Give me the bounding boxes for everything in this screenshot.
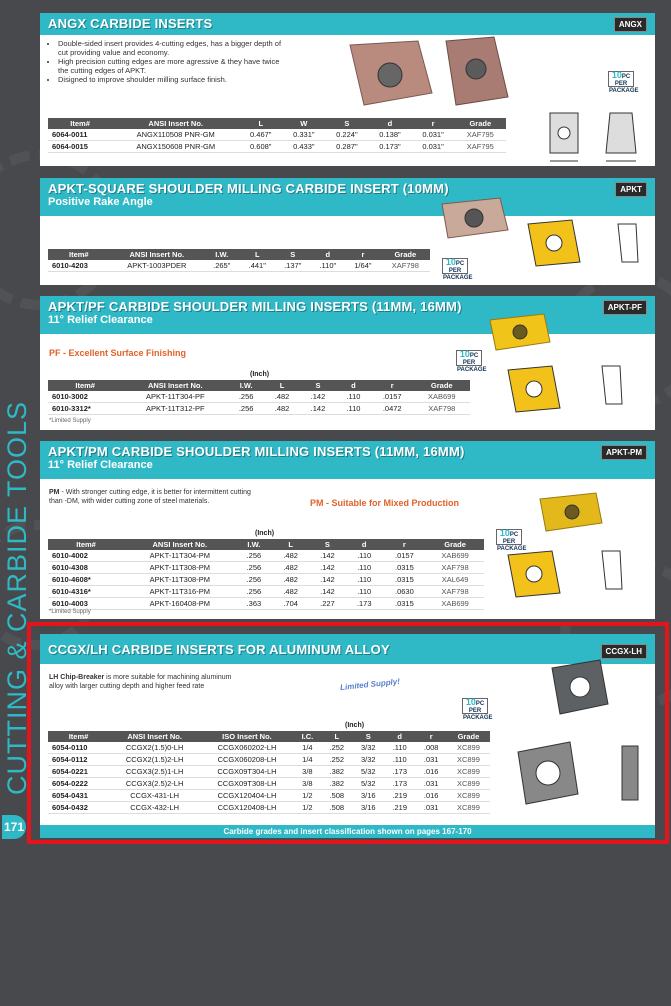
cell: CCGX2(1.5)0-LH <box>109 742 200 754</box>
cell: CCGX120408-LH <box>200 802 294 814</box>
cell: 1/4 <box>294 754 321 766</box>
cell: .219 <box>384 790 415 802</box>
cell: 1/2 <box>294 790 321 802</box>
cell: ANGX150608 PNR-GM <box>112 141 239 153</box>
package-badge: 10PC PER PACKAGE <box>463 697 493 721</box>
cell: .219 <box>384 802 415 814</box>
cell: .110 <box>336 403 371 415</box>
cell: .508 <box>321 790 352 802</box>
package-badge: 10PC PER PACKAGE <box>609 70 639 94</box>
section-title: APKT/PM CARBIDE SHOULDER MILLING INSERTS (11MM, 16MM) <box>48 444 465 459</box>
cell: .382 <box>321 778 352 790</box>
column-header: d <box>336 380 371 391</box>
description <box>49 489 259 506</box>
table-row <box>48 562 484 574</box>
cell: CCGX2(1.5)2-LH <box>109 754 200 766</box>
cell: CCGX-431-LH <box>109 790 200 802</box>
angx-dimension-diagram <box>540 105 650 166</box>
section-body <box>40 35 655 151</box>
cell: 0.433" <box>282 141 325 153</box>
cell: 5/32 <box>353 778 384 790</box>
cell: .031 <box>415 754 446 766</box>
table-row <box>48 586 484 598</box>
cell: 0.224" <box>325 129 368 141</box>
cell-grade: XC899 <box>447 742 490 754</box>
cell-item: 6054-0112 <box>48 754 109 766</box>
section-tag: APKT-PF <box>603 300 647 315</box>
cell: .110 <box>346 586 383 598</box>
column-header: Grade <box>455 118 506 129</box>
cell: .142 <box>300 391 336 403</box>
cell-grade: XAB699 <box>426 550 484 562</box>
cell: CCGX120404-LH <box>200 790 294 802</box>
column-header: S <box>300 380 336 391</box>
column-header: r <box>383 539 427 550</box>
table-header-row <box>48 249 430 260</box>
apkt-pm-dimension-diagram <box>498 545 633 615</box>
column-header: r <box>412 118 455 129</box>
highlight-text: PM - Suitable for Mixed Production <box>310 498 460 508</box>
feature-item: • Disigned to improve shoulder milling surface finish. <box>58 75 288 84</box>
cell: CCGX-432-LH <box>109 802 200 814</box>
table-row <box>48 141 506 153</box>
cell: .142 <box>309 574 346 586</box>
column-header: W <box>282 118 325 129</box>
column-header: I.W. <box>235 539 272 550</box>
column-header: L <box>272 539 309 550</box>
cell: 0.138" <box>368 129 411 141</box>
column-header: Grade <box>447 731 490 742</box>
table-row <box>48 403 470 415</box>
angx-spec-table <box>48 118 506 153</box>
cell: APKT-11T304-PF <box>122 391 228 403</box>
cell: .363 <box>235 598 272 610</box>
section-header <box>40 441 655 479</box>
package-badge: 10PC PER PACKAGE <box>497 528 527 552</box>
cell: .0157 <box>383 550 427 562</box>
cell: .0315 <box>383 562 427 574</box>
cell-grade: XAF798 <box>426 562 484 574</box>
cell: APKT-11T308-PM <box>124 562 235 574</box>
apkt-pf-insert-image <box>486 312 556 356</box>
cell: .142 <box>309 550 346 562</box>
column-header: Item# <box>48 539 124 550</box>
cell: APKT-11T316-PM <box>124 586 235 598</box>
cell: .482 <box>264 403 300 415</box>
table-row <box>48 391 470 403</box>
cell: .008 <box>415 742 446 754</box>
section-header <box>40 13 655 35</box>
cell-item: 6010-4608* <box>48 574 124 586</box>
cell-item: 6054-0432 <box>48 802 109 814</box>
section-tag: APKT-PM <box>601 445 647 460</box>
cell: .0315 <box>383 574 427 586</box>
section-apkt <box>40 178 655 285</box>
section-title: APKT-SQUARE SHOULDER MILLING CARBIDE INSERT (10MM) <box>48 181 449 196</box>
cell: APKT-11T304-PM <box>124 550 235 562</box>
cell: 3/16 <box>353 790 384 802</box>
column-header: d <box>346 539 383 550</box>
cell: .142 <box>309 562 346 574</box>
cell-grade: XC899 <box>447 754 490 766</box>
cell: .142 <box>300 403 336 415</box>
column-header: L <box>321 731 352 742</box>
cell-item: 6010-4002 <box>48 550 124 562</box>
cell: .110 <box>384 742 415 754</box>
column-header: S <box>353 731 384 742</box>
cell: .704 <box>272 598 309 610</box>
apkt-dimension-diagram <box>518 214 653 284</box>
apkt-pf-dimension-diagram <box>498 360 633 430</box>
cell: APKT-11T308-PM <box>124 574 235 586</box>
column-header: ISO Insert No. <box>200 731 294 742</box>
cell-grade: XAB699 <box>413 391 470 403</box>
cell: .256 <box>235 574 272 586</box>
cell: 3/8 <box>294 778 321 790</box>
feature-item: • High precision cutting edges are more agressive & they have twice the cutting edges of APKT. <box>58 57 288 75</box>
cell: .482 <box>272 586 309 598</box>
cell-item: 6054-0431 <box>48 790 109 802</box>
cell: 0.608" <box>239 141 282 153</box>
section-subtitle: Positive Rake Angle <box>48 196 153 208</box>
cell: APKT-11T312-PF <box>122 403 228 415</box>
column-header: L <box>239 118 282 129</box>
cell: 0.467" <box>239 129 282 141</box>
column-header: L <box>240 249 275 260</box>
cell: 0.287" <box>325 141 368 153</box>
column-header: Item# <box>48 118 112 129</box>
cell: 0.331" <box>282 129 325 141</box>
apkt-insert-image <box>436 194 516 244</box>
cell: 3/8 <box>294 766 321 778</box>
column-header: d <box>310 249 345 260</box>
cell: 0.031" <box>412 141 455 153</box>
cell: .137" <box>275 260 310 272</box>
section-tag: APKT <box>615 182 647 197</box>
column-header: I.W. <box>204 249 239 260</box>
package-badge: 10PC PER PACKAGE <box>457 349 487 373</box>
section-apkt-pf <box>40 296 655 430</box>
cell: 1/2 <box>294 802 321 814</box>
cell: .0630 <box>383 586 427 598</box>
cell: 3/32 <box>353 754 384 766</box>
unit-label: (Inch) <box>345 722 365 729</box>
column-header: r <box>371 380 414 391</box>
footnote: *Limited Supply <box>49 418 91 424</box>
table-header-row <box>48 539 484 550</box>
cell: .142 <box>309 586 346 598</box>
table-row <box>48 550 484 562</box>
description-text: is more suitable for machining aluminum alloy with larger cutting depth and higher feed rate <box>49 674 232 690</box>
section-header <box>40 178 655 216</box>
column-header: I.W. <box>228 380 264 391</box>
cell: .173 <box>384 778 415 790</box>
cell: 1/4 <box>294 742 321 754</box>
table-row <box>48 598 484 610</box>
section-title: CCGX/LH CARBIDE INSERTS FOR ALUMINUM ALLOY <box>48 642 390 657</box>
cell: .256 <box>235 562 272 574</box>
cell: .110 <box>346 562 383 574</box>
cell-grade: XAL649 <box>426 574 484 586</box>
cell: .016 <box>415 790 446 802</box>
cell-item: 6010-3312* <box>48 403 122 415</box>
column-header: ANSI Insert No. <box>109 731 200 742</box>
cell: .016 <box>415 766 446 778</box>
cell: .173 <box>346 598 383 610</box>
side-title: CUTTING & CARBIDE TOOLS <box>2 400 32 795</box>
cell: 0.173" <box>368 141 411 153</box>
cell-item: 6010-4316* <box>48 586 124 598</box>
cell: .256 <box>235 586 272 598</box>
cell: .256 <box>228 391 264 403</box>
column-header: d <box>384 731 415 742</box>
cell: .382 <box>321 766 352 778</box>
cell: .265" <box>204 260 239 272</box>
section-title: APKT/PF CARBIDE SHOULDER MILLING INSERTS (11MM, 16MM) <box>48 299 462 314</box>
cell: .110 <box>384 754 415 766</box>
column-header: r <box>415 731 446 742</box>
cell: .256 <box>228 403 264 415</box>
column-header: S <box>309 539 346 550</box>
table-row <box>48 129 506 141</box>
column-header: I.C. <box>294 731 321 742</box>
table-header-row <box>48 118 506 129</box>
cell-grade: XAF795 <box>455 141 506 153</box>
column-header: ANSI Insert No. <box>110 249 204 260</box>
column-header: ANSI Insert No. <box>112 118 239 129</box>
section-apkt-pm <box>40 441 655 619</box>
column-header: Grade <box>413 380 470 391</box>
cell: CCGX060202-LH <box>200 742 294 754</box>
cell-item: 6010-3002 <box>48 391 122 403</box>
cell-grade: XC899 <box>447 778 490 790</box>
column-header: d <box>368 118 411 129</box>
page-number: 171 <box>2 815 26 839</box>
cell: .110 <box>346 550 383 562</box>
column-header: ANSI Insert No. <box>124 539 235 550</box>
column-header: S <box>325 118 368 129</box>
column-header: Item# <box>48 249 110 260</box>
section-angx <box>40 13 655 166</box>
cell: CCGX09T308-LH <box>200 778 294 790</box>
cell-grade: XAF795 <box>455 129 506 141</box>
cell: .508 <box>321 802 352 814</box>
column-header: S <box>275 249 310 260</box>
cell: .482 <box>272 562 309 574</box>
section-subtitle: 11° Relief Clearance <box>48 314 153 326</box>
unit-label: (Inch) <box>250 371 270 378</box>
cell: .110 <box>336 391 371 403</box>
section-footer: Carbide grades and insert classification shown on pages 167-170 <box>40 825 655 838</box>
section-title: ANGX CARBIDE INSERTS <box>48 16 213 31</box>
cell: .110" <box>310 260 345 272</box>
cell: CCGX09T304-LH <box>200 766 294 778</box>
cell: .252 <box>321 754 352 766</box>
section-header <box>40 296 655 334</box>
cell-grade: XC899 <box>447 766 490 778</box>
cell: CCGX3(2.5)2-LH <box>109 778 200 790</box>
apkt-pm-spec-table <box>48 539 484 610</box>
description-label: LH Chip-Breaker <box>49 674 105 681</box>
cell: .252 <box>321 742 352 754</box>
cell-item: 6010-4003 <box>48 598 124 610</box>
cell-item: 6054-0221 <box>48 766 109 778</box>
column-header: Grade <box>426 539 484 550</box>
highlight-frame <box>27 622 669 844</box>
feature-list <box>48 39 288 84</box>
cell: APKT-160408-PM <box>124 598 235 610</box>
section-subtitle: 11° Relief Clearance <box>48 459 153 471</box>
table-header-row <box>48 380 470 391</box>
cell: 5/32 <box>353 766 384 778</box>
cell: 3/32 <box>353 742 384 754</box>
column-header: L <box>264 380 300 391</box>
cell-item: 6010-4203 <box>48 260 110 272</box>
cell: .441" <box>240 260 275 272</box>
cell-item: 6064-0011 <box>48 129 112 141</box>
column-header: ANSI Insert No. <box>122 380 228 391</box>
cell: .227 <box>309 598 346 610</box>
section-tag: CCGX-LH <box>601 644 647 659</box>
table-row <box>48 260 430 272</box>
cell: CCGX3(2.5)1-LH <box>109 766 200 778</box>
cell-item: 6054-0222 <box>48 778 109 790</box>
column-header: Grade <box>381 249 430 260</box>
description-label: PM <box>49 489 60 496</box>
cell-grade: XAF798 <box>381 260 430 272</box>
cell-item: 6054-0110 <box>48 742 109 754</box>
cell: .482 <box>272 550 309 562</box>
limited-supply-note: Limited Supply! <box>339 676 401 693</box>
cell-grade: XAF798 <box>413 403 470 415</box>
cell: APKT-1003PDER <box>110 260 204 272</box>
section-tag: ANGX <box>614 17 647 32</box>
table-row <box>48 574 484 586</box>
unit-label: (Inch) <box>255 530 275 537</box>
cell: .173 <box>384 766 415 778</box>
cell: ANGX110508 PNR-GM <box>112 129 239 141</box>
cell-item: 6010-4308 <box>48 562 124 574</box>
cell: .0472 <box>371 403 414 415</box>
cell: .482 <box>264 391 300 403</box>
column-header: Item# <box>48 380 122 391</box>
apkt-pf-spec-table <box>48 380 470 415</box>
cell: .031 <box>415 778 446 790</box>
cell: .256 <box>235 550 272 562</box>
column-header: Item# <box>48 731 109 742</box>
apkt-pm-insert-image <box>536 491 611 536</box>
cell: .031 <box>415 802 446 814</box>
package-badge: 10PC PER PACKAGE <box>443 257 473 281</box>
highlight-text: PF - Excellent Surface Finishing <box>49 348 187 358</box>
footnote: *Limited Supply <box>49 609 91 615</box>
angx-insert-image <box>338 35 518 115</box>
cell-grade: XAB699 <box>426 598 484 610</box>
description-text: - With stronger cutting edge, it is better for intermittent cutting than -DM, with wider cutting zone of steel materials. <box>49 489 251 505</box>
apkt-spec-table <box>48 249 430 272</box>
cell: .110 <box>346 574 383 586</box>
cell: .0157 <box>371 391 414 403</box>
cell: .482 <box>272 574 309 586</box>
cell: 0.031" <box>412 129 455 141</box>
cell: 3/16 <box>353 802 384 814</box>
feature-item: • Double-sided insert provides 4-cutting edges, has a bigger depth of cut providing value and economy. <box>58 39 288 57</box>
cell-grade: XC899 <box>447 790 490 802</box>
cell: CCGX060208-LH <box>200 754 294 766</box>
cell-grade: XAF798 <box>426 586 484 598</box>
cell-item: 6064-0015 <box>48 141 112 153</box>
cell-grade: XC899 <box>447 802 490 814</box>
column-header: r <box>345 249 380 260</box>
cell: 1/64" <box>345 260 380 272</box>
cell: .0315 <box>383 598 427 610</box>
